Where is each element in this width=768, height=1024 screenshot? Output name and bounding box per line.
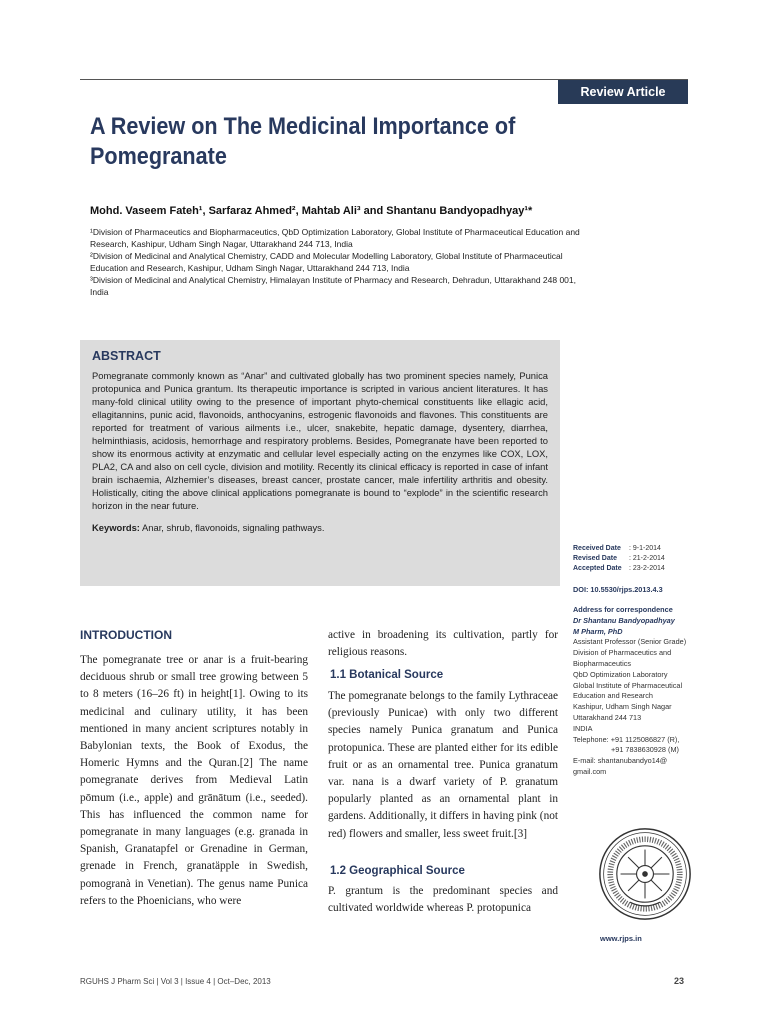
correspondence-line: Uttarakhand 244 713 [573, 712, 642, 722]
correspondence-name: Dr Shantanu Bandyopadhyay [573, 615, 675, 625]
correspondence-line: Kashipur, Udham Singh Nagar [573, 702, 672, 712]
correspondence-line: QbD Optimization Laboratory [573, 669, 668, 679]
introduction-continued [328, 627, 558, 661]
introduction-continued-text: active in broadening its cultivation, partly for religious reasons. [328, 629, 558, 659]
affiliation-2: ²Division of Medicinal and Analytical Chemistry, CADD and Molecular Modelling Laboratory, Global Institute of Pharmaceutical Education and Research, Kashipur, Udham Singh Nagar, Uttarakhand 244 713, India [90, 251, 563, 273]
keywords [92, 522, 548, 533]
page-number: 23 [674, 976, 685, 986]
affiliations [90, 226, 590, 298]
article-title: A Review on The Medicinal Importance of Pomegranate [90, 113, 516, 170]
correspondence-line: Division of Pharmaceutics and Biopharmaceutics [573, 648, 672, 668]
accepted-date [573, 564, 665, 574]
affiliation-3: ³Division of Medicinal and Analytical Chemistry, Himalayan Institute of Pharmacy and Research, Dehradun, Uttarakhand 248 001, India [90, 275, 577, 297]
correspondence-line: Assistant Professor (Senior Grade) [573, 637, 687, 647]
accepted-date-label: Accepted Date [573, 565, 622, 572]
botanical-source-heading: 1.1 Botanical Source [330, 669, 444, 681]
correspondence-line: Global Institute of Pharmaceutical Education and Research [573, 680, 683, 701]
correspondence-telephone: Telephone: +91 1125086827 (R), [573, 734, 680, 744]
geographical-source-paragraph: P. grantum is the predominant species and cultivated worldwide whereas P. protopunica [328, 885, 558, 915]
affiliation-1: ¹Division of Pharmaceutics and Biopharmaceutics, QbD Optimization Laboratory, Global Institute of Pharmaceutical Education and Research, Kashipur, Udham Singh Nagar, Uttarakhand 244 713, India [90, 227, 580, 249]
received-date-value: : 9-1-2014 [629, 545, 661, 552]
received-date-label: Received Date [573, 545, 621, 552]
abstract-heading: ABSTRACT [92, 349, 161, 363]
introduction-paragraph: The pomegranate tree or anar is a fruit-bearing deciduous shrub or small tree growing between 5 to 8 meters (16–26 ft) in height[1]. Owing to its medicinal and culinary utility, it has been mentioned in many ancient scriptures notably in Babylonian texts, the Book of Exodus, the Homeric Hymns and the Quran.[2] The name pomegranate derives from Medieval Latin pōmum (i.e., apple) and grānātum (i.e., seeded). This has influenced the common name for pomegranate in many languages (e.g. granada in Spanish, Granatapfel or Grenadine in German, grenade in French, granatäpple in Swedish, pomogranà in Venetian). The genus name Punica refers to the Phoenicians, who were [80, 654, 308, 907]
accepted-date-value: : 23-2-2014 [629, 565, 665, 572]
correspondence-block [573, 605, 693, 778]
correspondence-email[interactable]: E-mail: shantanubandyo14@ gmail.com [573, 756, 668, 776]
article-type-badge: Review Article [558, 80, 688, 104]
revised-date [573, 554, 665, 564]
website-link[interactable]: www.rjps.in [600, 934, 642, 943]
doi-link[interactable]: DOI: 10.5530/rjps.2013.4.3 [573, 585, 663, 594]
university-seal-logo [598, 827, 692, 921]
correspondence-mobile: +91 7838630928 (M) [611, 745, 679, 755]
author-list: Mohd. Vaseem Fateh¹, Sarfaraz Ahmed², Mahtab Ali³ and Shantanu Bandyopadhyay¹* [90, 205, 533, 217]
revised-date-label: Revised Date [573, 555, 617, 562]
geographical-source-heading: 1.2 Geographical Source [330, 865, 465, 877]
correspondence-degree: M Pharm, PhD [573, 626, 623, 636]
botanical-source-section [328, 688, 558, 843]
introduction-column [80, 652, 308, 910]
correspondence-heading: Address for correspondence [573, 605, 673, 614]
correspondence-line: INDIA [573, 723, 593, 733]
introduction-heading: INTRODUCTION [80, 628, 172, 642]
journal-footer: RGUHS J Pharm Sci | Vol 3 | Issue 4 | Oct–Dec, 2013 [80, 977, 271, 986]
received-date [573, 544, 665, 554]
botanical-source-paragraph: The pomegranate belongs to the family Lythraceae (previously Punicae) with only two different species namely Punica granatum and Punica protopunica. These are planted either for its edible fruit or as an ornamental tree. Punica granatum var. nana is a dwarf variety of P. granatum popularly planted as an ornamental plant in gardens. Additionally, it differs in having pink (not red) flowers and smaller, less sweet fruit.[3] [328, 690, 558, 840]
keywords-list: Anar, shrub, flavonoids, signaling pathways. [139, 522, 325, 533]
abstract-text: Pomegranate commonly known as “Anar” and cultivated globally has two prominent species namely, Punica protopunica and Punica grantum. Its therapeutic importance is scripted in various ancient literatures. It has many-fold clinical utility owing to the presence of important phyto-chemical constituents like ellagic acid, ellagitannins, punic acid, flavonoids, anthocyanins, estrogenic flavonoids and flavones. This constituents are reported for treatment of various ailments i.e., ulcer, snakebite, hepatic damage, dysentery, diarrhea, helminthiasis, acidosis, hemorrhage and respiratory problems. Besides, Pomegranate have been reported to show its enormous activity at enzymatic and cellular level especially acting on the enzymes like COX, LOX, PLA2, CA and also on cell cycle, division and motility. Recently its clinical efficacy is reported in case of infant brain ischaemia, Alzhemier’s diseases, breast cancer, prostate cancer, male infertility arthritis and obesity. Holistically, citing the above clinical applications pomegranate is bound to “explode” in the scientific research horizon in the near future. [92, 370, 548, 511]
geographical-source-section [328, 883, 558, 917]
keywords-label: Keywords: [92, 522, 140, 533]
abstract-box [80, 340, 560, 586]
revised-date-value: : 21-2-2014 [629, 555, 665, 562]
article-dates [573, 544, 665, 574]
